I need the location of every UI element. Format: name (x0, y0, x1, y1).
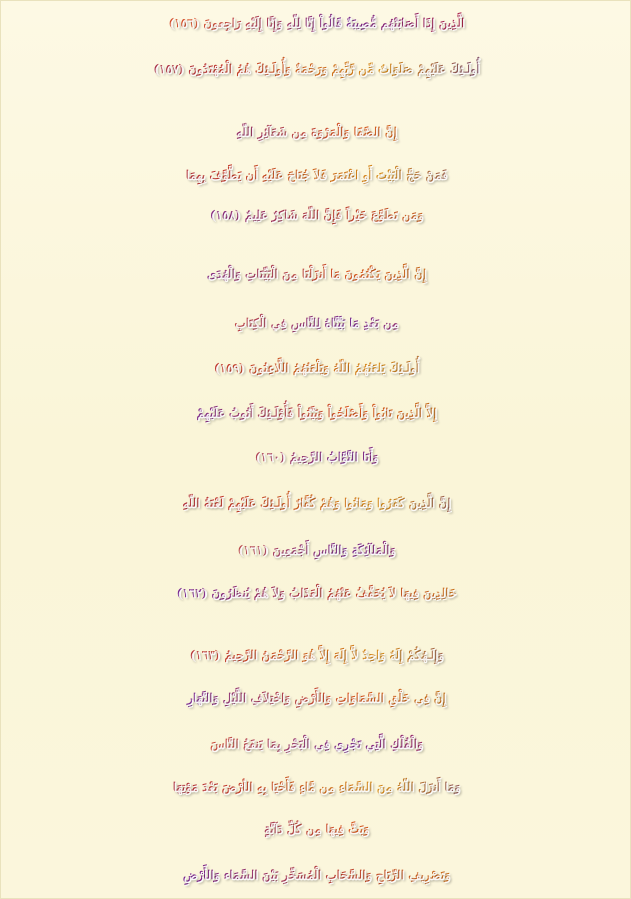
verse-line: إِنَّ فِي خَلْقِ السَّمَاوَاتِ وَالأَرْضِ وَاخْتِلاَفِ اللَّيْلِ وَالنَّهَارِ (1, 678, 631, 718)
verse-line: وَالْفُلْكِ الَّتِي تَجْرِي فِي الْبَحْرِ بِمَا يَنفَعُ النَّاسَ (1, 724, 631, 764)
verse-line: وَالْمَلآئِكَةِ وَالنَّاسِ أَجْمَعِينَ (١٦١) (1, 530, 631, 570)
verse-line: إِنَّ الَّذِينَ كَفَرُوا وَمَاتُوا وَهُمْ كُفَّارٌ أُولَـئِكَ عَلَيْهِمْ لَعْنَةُ اللّهِ (1, 483, 631, 523)
verse-line: الَّذِينَ إِذَا أَصَابَتْهُم مُّصِيبَةٌ قَالُواْ إِنَّا لِلّهِ وَإِنَّا إِلَيْهِ رَاجِعونَ (١٥٦) (1, 3, 631, 43)
verse-line: وَإِلَـهُكُمْ إِلَهٌ وَاحِدٌ لاَّ إِلَهَ إِلاَّ هُوَ الرَّحْمَنُ الرَّحِيمُ (١٦٣) (1, 635, 631, 675)
verse-line: إِنَّ الَّذِينَ يَكْتُمُونَ مَا أَنزَلْنَا مِنَ الْبَيِّنَاتِ وَالْهُدَى (1, 254, 631, 294)
verse-line: وَأَنَا التَّوَّابُ الرَّحِيمُ (١٦٠) (1, 437, 631, 477)
verse-line: خَالِدِينَ فِيهَا لاَ يُخَفَّفُ عَنْهُمُ الْعَذَابُ وَلاَ هُمْ يُنظَرُونَ (١٦٢) (1, 573, 631, 613)
verse-line: وَبَثَّ فِيهَا مِن كُلِّ دَآبَّةٍ (1, 809, 631, 849)
verse-line: أُولَـئِكَ عَلَيْهِمْ صَلَوَاتٌ مِّن رَّبِّهِمْ وَرَحْمَةٌ وَأُولَـئِكَ هُمُ الْمُهْتَدُونَ (١٥٧) (1, 49, 631, 89)
verse-line: إِنَّ الصَّفَا وَالْمَرْوَةَ مِن شَعَآئِرِ اللّهِ (1, 112, 631, 152)
verse-line: أُولَـئِكَ يَلعَنُهُمُ اللّهُ وَيَلْعَنُهُمُ اللَّاعِنُونَ (١٥٩) (1, 348, 631, 388)
verse-line: مِن بَعْدِ مَا بَيَّنَّاهُ لِلنَّاسِ فِي الْكِتَابِ (1, 303, 631, 343)
verse-line: إِلاَّ الَّذِينَ تَابُواْ وَأَصْلَحُواْ وَبَيَّنُواْ فَأُوْلَـئِكَ أَتُوبُ عَلَيْهِمْ (1, 393, 631, 433)
verse-line: وَتَصْرِيفِ الرِّيَاحِ وَالسَّحَابِ الْمُسَخِّرِ بَيْنَ السَّمَاء وَالأَرْضِ (1, 855, 631, 895)
verse-line: وَمَا أَنزَلَ اللّهُ مِنَ السَّمَاءِ مِن مَّاءٍ فَأَحْيَا بِهِ الأرْضَ بَعْدَ مَوْتِهَا (1, 767, 631, 807)
verse-line: فَمَنْ حَجَّ الْبَيْتَ أَوِ اعْتَمَرَ فَلاَ جُنَاحَ عَلَيْهِ أَن يَطَّوَّفَ بِهِمَا (1, 155, 631, 195)
verse-line: وَمَن تَطَوَّعَ خَيْراً فَإِنَّ اللّهَ شَاكِرٌ عَلِيمٌ (١٥٨) (1, 195, 631, 235)
